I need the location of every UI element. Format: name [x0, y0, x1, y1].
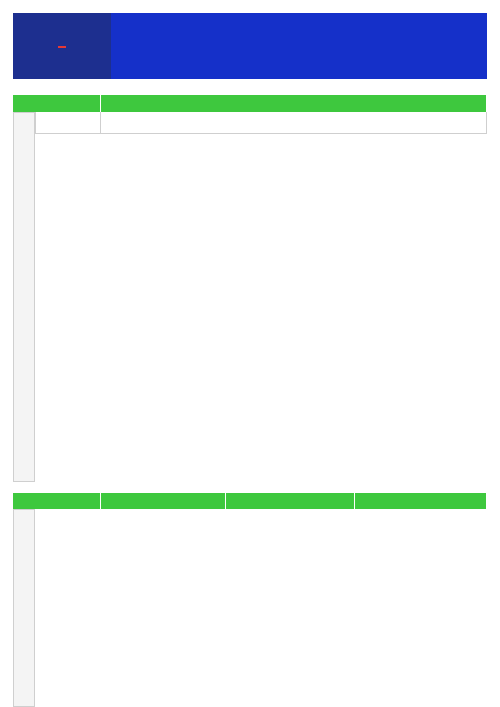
side-label — [13, 112, 35, 482]
header-level — [13, 95, 101, 112]
program-table-header — [13, 95, 487, 112]
course-table — [13, 493, 487, 707]
gunze-sports-logo — [13, 13, 111, 79]
header-next-step — [226, 493, 355, 509]
logo-japan — [58, 46, 66, 48]
header — [13, 13, 487, 79]
course-table-header — [13, 493, 487, 509]
program-subheader — [101, 112, 487, 134]
program-table — [13, 95, 487, 482]
header-basics — [101, 95, 487, 112]
program-subheader-row — [35, 112, 487, 134]
side-label — [13, 509, 35, 707]
header-practice — [101, 493, 226, 509]
header-distance — [355, 493, 487, 509]
header-level — [13, 493, 101, 509]
page-title — [111, 13, 487, 79]
